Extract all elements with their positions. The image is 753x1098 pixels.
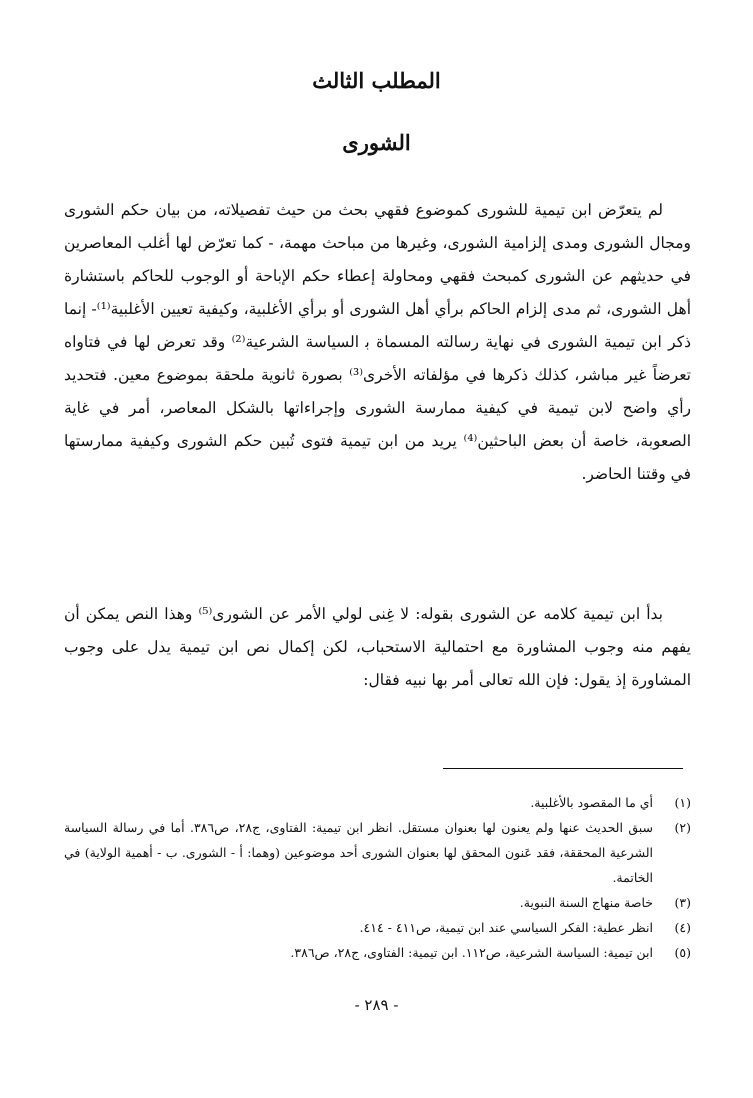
footnote-item [64, 940, 691, 965]
footnote-item [64, 815, 691, 890]
footnote-number: (٣) [674, 895, 691, 910]
paragraph-1-block [64, 194, 691, 491]
footnote-item [64, 890, 691, 915]
chapter-title: الشورى [342, 130, 411, 155]
footnote-number: (١) [674, 795, 691, 810]
footnote-number: (٤) [674, 920, 691, 935]
footnote-item [64, 915, 691, 940]
footnote-separator [443, 768, 683, 769]
footnote-number: (٢) [674, 820, 691, 835]
footnote-text: سبق الحديث عنها ولم يعنون لها بعنوان مستقل. انظر ابن تيمية: الفتاوى، ج٢٨، ص٣٨٦. أما في رسالة السياسة الشرعية المحققة، فقد عَنون المحقق لها بعنوان الشورى أحد موضوعين (وهما: أ - الشورى. ب - أهمية الولاية) في الخاتمة. [64, 820, 653, 885]
footnote-item [64, 790, 691, 815]
footnotes [64, 790, 691, 965]
section-heading: المطلب الثالث [312, 68, 441, 93]
body-paragraph: لم يتعرّض ابن تيمية للشورى كموضوع فقهي بحث من حيث تفصيلاته، من بيان حكم الشورى ومجال الشورى ومدى إلزامية الشورى، وغيرها من مباحث مهمة، - كما تعرّض لها أغلب المعاصرين في حديثهم عن الشورى كمبحث فقهي ومحاولة إعطاء حكم الإباحة أو الوجوب للحاكم باستشارة أهل الشورى، ثم مدى إلزام الحاكم برأي أهل الشورى أو برأي الأغلبية، وكيفية تعيين الأغلبية⁽¹⁾- إنما ذكر ابن تيمية الشورى في نهاية رسالته المسماة ب‍ السياسة الشرعية⁽²⁾ وقد تعرض لها في فتاواه تعرضاً غير مباشر، كذلك ذكرها في مؤلفاته الأخرى⁽³⁾ بصورة ثانوية ملحقة بموضوع معين. فتحديد رأي واضح لابن تيمية في كيفية ممارسة الشورى وإجراءاتها بالشكل المعاصر، أمر في غاية الصعوبة، خاصة أن بعض الباحثين⁽⁴⁾ يريد من ابن تيمية فتوى تُبين حكم الشورى وكيفية ممارستها في وقتنا الحاضر. [64, 201, 692, 483]
paragraph-2-block [64, 598, 691, 697]
body-paragraph: بدأ ابن تيمية كلامه عن الشورى بقوله: لا غِنى لولي الأمر عن الشورى⁽⁵⁾ وهذا النص يمكن أن يفهم منه وجوب المشاورة مع احتمالية الاستحباب، لكن إكمال نص ابن تيمية يدل على وجوب المشاورة إذ يقول: فإن الله تعالى أمر بها نبيه فقال: [64, 605, 691, 689]
footnote-number: (٥) [674, 945, 691, 960]
footnote-text: انظر عطية: الفكر السياسي عند ابن تيمية، ص٤١١ - ٤١٤. [359, 920, 653, 935]
footnote-text: أي ما المقصود بالأغلبية. [530, 795, 653, 810]
page-number: - ٢٨٩ - [354, 996, 399, 1014]
footnote-text: ابن تيمية: السياسة الشرعية، ص١١٢. ابن تيمية: الفتاوى، ج٢٨، ص٣٨٦. [290, 945, 653, 960]
footnote-text: خاصة منهاج السنة النبوية. [519, 895, 653, 910]
